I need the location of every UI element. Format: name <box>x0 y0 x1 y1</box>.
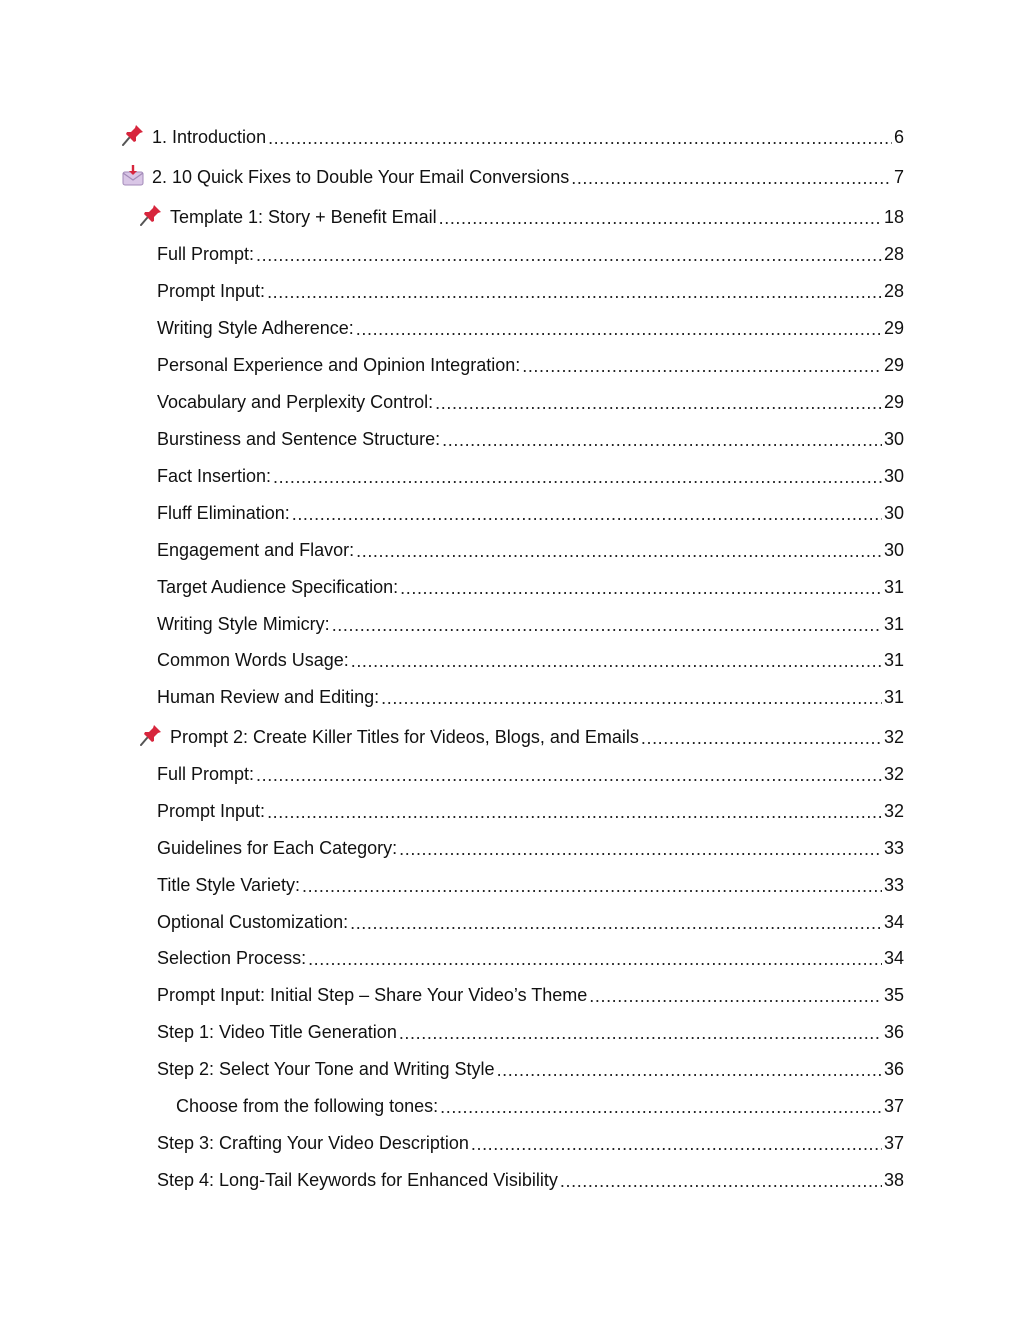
toc-entry-page: 7 <box>893 167 904 187</box>
toc-entry-title: Choose from the following tones: <box>176 1096 439 1116</box>
toc-entry-title: Writing Style Adherence: <box>157 318 354 338</box>
dot-leader <box>302 875 882 895</box>
toc-entry-step-3[interactable] <box>157 1128 904 1154</box>
toc-entry-title: Common Words Usage: <box>157 650 349 670</box>
pushpin-icon <box>140 724 162 746</box>
dot-leader <box>332 614 882 634</box>
toc-entry-page: 32 <box>883 727 904 747</box>
toc-entry-page: 18 <box>883 207 904 227</box>
dot-leader <box>256 764 882 784</box>
toc-entry-selection-process[interactable] <box>157 943 904 969</box>
toc-entry-title: Full Prompt: <box>157 244 255 264</box>
dot-leader <box>273 466 882 486</box>
toc-entry-engagement[interactable] <box>157 535 904 561</box>
dot-leader <box>399 838 882 858</box>
toc-entry-title: Personal Experience and Opinion Integration: <box>157 355 521 375</box>
dot-leader <box>308 948 882 968</box>
toc-entry-title: Selection Process: <box>157 948 307 968</box>
toc-entry-page: 6 <box>893 127 904 147</box>
toc-entry-page: 37 <box>883 1133 904 1153</box>
toc-entry-title: Prompt Input: <box>157 801 266 821</box>
dot-leader <box>351 650 882 670</box>
dot-leader <box>589 985 882 1005</box>
toc-entry-page: 31 <box>883 614 904 634</box>
dot-leader <box>350 912 882 932</box>
toc-entry-template-1[interactable] <box>140 202 904 228</box>
dot-leader <box>292 503 882 523</box>
toc-entry-target-audience[interactable] <box>157 572 904 598</box>
dot-leader <box>356 540 882 560</box>
toc-entry-title: Target Audience Specification: <box>157 577 399 597</box>
toc-entry-page: 31 <box>883 650 904 670</box>
dot-leader <box>522 355 882 375</box>
toc-entry-step-1[interactable] <box>157 1017 904 1043</box>
toc-entry-page: 29 <box>883 318 904 338</box>
dot-leader <box>439 207 882 227</box>
toc-entry-title: Vocabulary and Perplexity Control: <box>157 392 434 412</box>
toc-entry-title: Title Style Variety: <box>157 875 301 895</box>
toc-entry-personal-experience[interactable] <box>157 350 904 376</box>
dot-leader <box>399 1022 882 1042</box>
toc-entry-page: 33 <box>883 875 904 895</box>
toc-entry-page: 34 <box>883 912 904 932</box>
toc-entry-page: 31 <box>883 687 904 707</box>
toc-entry-title: Fact Insertion: <box>157 466 272 486</box>
toc-entry-choose-tones[interactable] <box>176 1091 904 1117</box>
toc-entry-page: 29 <box>883 392 904 412</box>
toc-entry-initial-step[interactable] <box>157 980 904 1006</box>
dot-leader <box>560 1170 882 1190</box>
toc-entry-quick-fixes[interactable] <box>122 162 904 188</box>
toc-entry-prompt-2[interactable] <box>140 722 904 748</box>
toc-entry-burstiness[interactable] <box>157 424 904 450</box>
dot-leader <box>356 318 882 338</box>
toc-entry-title: Template 1: Story + Benefit Email <box>170 207 437 227</box>
dot-leader <box>641 727 882 747</box>
toc-entry-title: 1. Introduction <box>152 127 267 147</box>
toc-entry-title: Fluff Elimination: <box>157 503 290 523</box>
toc-entry-title: 2. 10 Quick Fixes to Double Your Email Conversions <box>152 167 570 187</box>
dot-leader <box>497 1059 882 1079</box>
toc-entry-title: Writing Style Mimicry: <box>157 614 330 634</box>
toc-entry-fact-insertion[interactable] <box>157 461 904 487</box>
toc-entry-common-words[interactable] <box>157 645 904 671</box>
toc-entry-title: Human Review and Editing: <box>157 687 380 707</box>
toc-entry-title: Step 4: Long-Tail Keywords for Enhanced Visibility <box>157 1170 558 1190</box>
toc-entry-page: 28 <box>883 281 904 301</box>
pushpin-icon <box>122 124 144 146</box>
toc-entry-page: 30 <box>883 540 904 560</box>
dot-leader <box>442 429 882 449</box>
toc-entry-title: Prompt 2: Create Killer Titles for Videos, Blogs, and Emails <box>170 727 639 747</box>
toc-entry-prompt-input-2[interactable] <box>157 796 904 822</box>
toc-entry-step-4[interactable] <box>157 1165 904 1191</box>
dot-leader <box>267 281 882 301</box>
toc-entry-full-prompt-2[interactable] <box>157 759 904 785</box>
toc-entry-page: 30 <box>883 503 904 523</box>
toc-entry-title: Prompt Input: Initial Step – Share Your Video’s Theme <box>157 985 588 1005</box>
toc-entry-fluff-elimination[interactable] <box>157 498 904 524</box>
dot-leader <box>268 127 892 147</box>
toc-entry-vocabulary[interactable] <box>157 387 904 413</box>
toc-entry-title: Step 2: Select Your Tone and Writing Style <box>157 1059 495 1079</box>
toc-entry-page: 30 <box>883 429 904 449</box>
toc-entry-human-review[interactable] <box>157 682 904 708</box>
toc-entry-full-prompt[interactable] <box>157 239 904 265</box>
toc-entry-title: Optional Customization: <box>157 912 349 932</box>
toc-entry-title: Prompt Input: <box>157 281 266 301</box>
toc-entry-title: Step 1: Video Title Generation <box>157 1022 397 1042</box>
toc-entry-style-mimicry[interactable] <box>157 609 904 635</box>
dot-leader <box>381 687 882 707</box>
toc-entry-prompt-input[interactable] <box>157 276 904 302</box>
toc-entry-title-style-variety[interactable] <box>157 870 904 896</box>
toc-entry-page: 35 <box>883 985 904 1005</box>
toc-entry-title: Step 3: Crafting Your Video Description <box>157 1133 469 1153</box>
toc-entry-title: Guidelines for Each Category: <box>157 838 398 858</box>
toc-entry-introduction[interactable] <box>122 122 904 148</box>
toc-entry-page: 37 <box>883 1096 904 1116</box>
toc-entry-page: 36 <box>883 1022 904 1042</box>
toc-entry-title: Burstiness and Sentence Structure: <box>157 429 441 449</box>
toc-entry-optional-customization[interactable] <box>157 907 904 933</box>
pushpin-icon <box>140 204 162 226</box>
dot-leader <box>256 244 882 264</box>
toc-entry-title: Full Prompt: <box>157 764 255 784</box>
dot-leader <box>440 1096 882 1116</box>
toc-entry-page: 34 <box>883 948 904 968</box>
toc-entry-page: 33 <box>883 838 904 858</box>
toc-entry-step-2[interactable] <box>157 1054 904 1080</box>
envelope-download-icon <box>122 164 144 186</box>
toc-entry-page: 32 <box>883 764 904 784</box>
dot-leader <box>435 392 882 412</box>
toc-entry-title: Engagement and Flavor: <box>157 540 355 560</box>
toc-entry-page: 30 <box>883 466 904 486</box>
toc-entry-page: 36 <box>883 1059 904 1079</box>
toc-entry-page: 31 <box>883 577 904 597</box>
dot-leader <box>267 801 882 821</box>
toc-entry-page: 38 <box>883 1170 904 1190</box>
toc-entry-writing-style-adherence[interactable] <box>157 313 904 339</box>
dot-leader <box>400 577 882 597</box>
toc-entry-page: 29 <box>883 355 904 375</box>
dot-leader <box>571 167 892 187</box>
toc-entry-guidelines[interactable] <box>157 833 904 859</box>
toc-entry-page: 32 <box>883 801 904 821</box>
toc-entry-page: 28 <box>883 244 904 264</box>
dot-leader <box>471 1133 882 1153</box>
